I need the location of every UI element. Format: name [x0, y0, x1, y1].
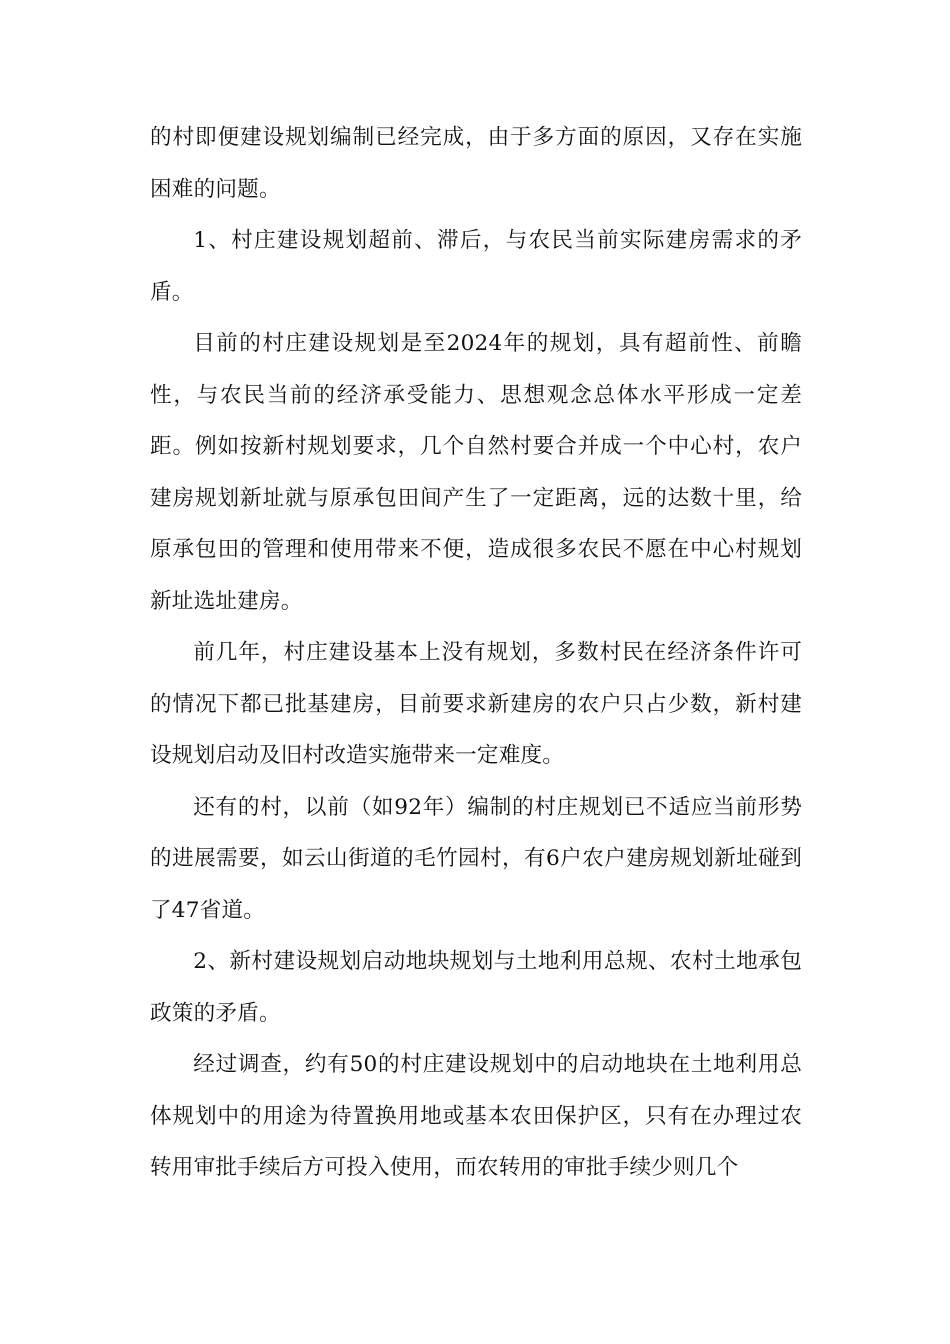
paragraph-5: 还有的村，以前（如92年）编制的村庄规划已不适应当前形势的进展需要，如云山街道的毛竹园村，有6户农户建房规划新址碰到了47省道。 — [150, 794, 802, 923]
paragraph-4: 前几年，村庄建设基本上没有规划，多数村民在经济条件许可的情况下都已批基建房，目前要求新建房的农户只占少数，新村建设规划启动及旧村改造实施带来一定难度。 — [150, 640, 802, 768]
paragraph-1: 的村即便建设规划编制已经完成，由于多方面的原因，又存在实施困难的问题。 — [150, 125, 802, 202]
paragraph-3: 目前的村庄建设规划是至2024年的规划，具有超前性、前瞻性，与农民当前的经济承受能力、思想观念总体水平形成一定差距。例如按新村规划要求，几个自然村要合并成一个中心村，农户建房规划新址就与原承包田间产生了一定距离，远的达数十里，给原承包田的管理和使用带来不便，造成很多农民不愿在中心村规划新址选址建房。 — [150, 331, 802, 614]
paragraph-7: 经过调查，约有50的村庄建设规划中的启动地块在土地利用总体规划中的用途为待置换用地或基本农田保护区，只有在办理过农转用审批手续后方可投入使用，而农转用的审批手续少则几个 — [150, 1052, 802, 1180]
paragraph-2: 1、村庄建设规划超前、滞后，与农民当前实际建房需求的矛盾。 — [150, 228, 802, 305]
paragraph-6: 2、新村建设规划启动地块规划与土地利用总规、农村土地承包政策的矛盾。 — [150, 949, 802, 1026]
document-body — [150, 112, 802, 1194]
